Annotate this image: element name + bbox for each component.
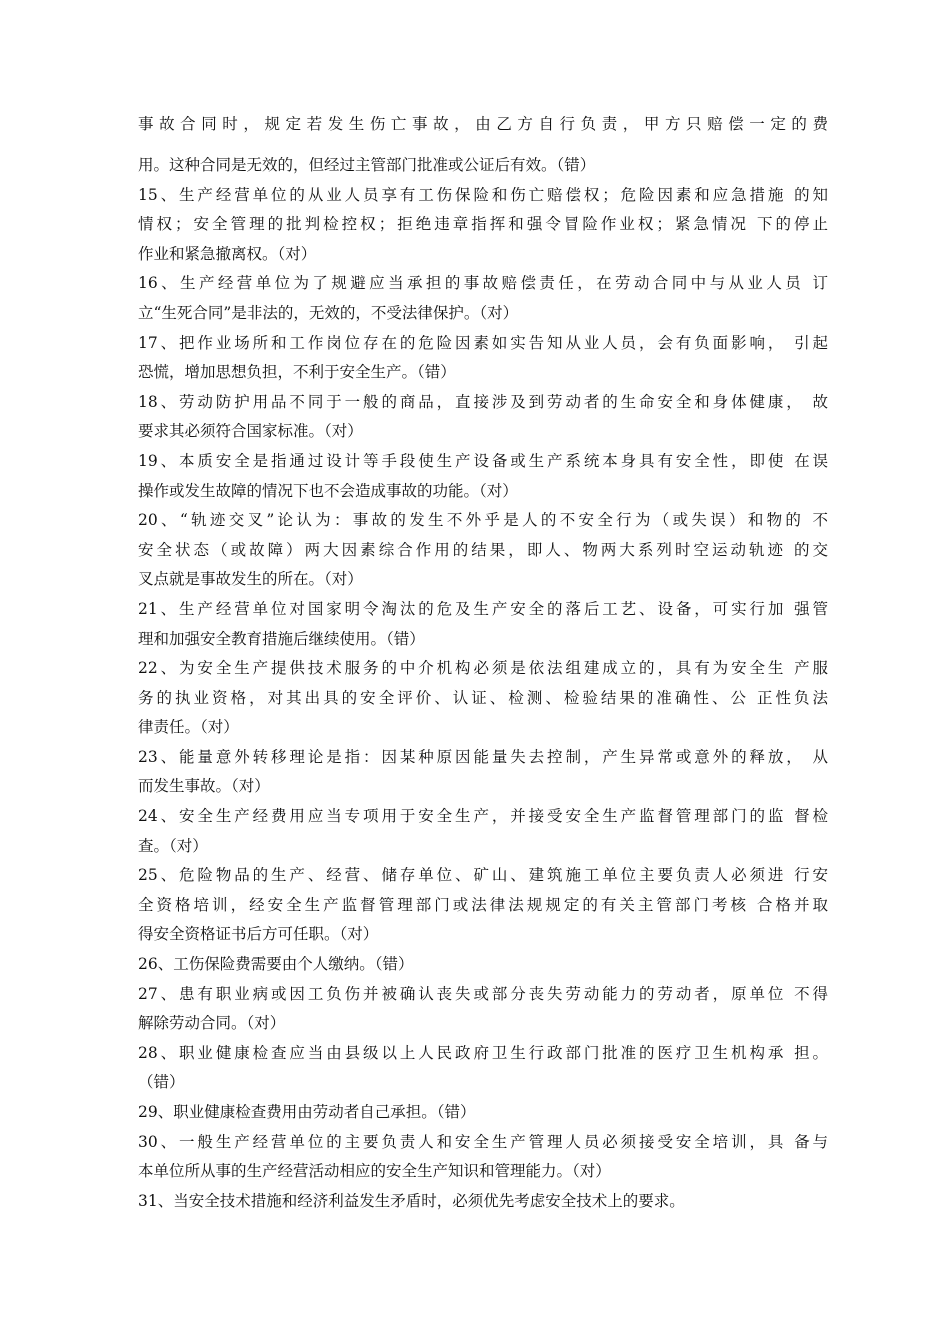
text-line: 18、劳动防护用品不同于一般的商品，直接涉及到劳动者的生命安全和身体健康， 故 xyxy=(138,392,828,411)
text-line: 事故合同时，规定若发生伤亡事故，由乙方自行负责，甲方只赔偿一定的费 xyxy=(138,115,828,133)
text-line: 得安全资格证书后方可任职。（对） xyxy=(138,925,379,944)
text-line: 22、为安全生产提供技术服务的中介机构必须是依法组建成立的，具有为安全生 产服 xyxy=(138,659,828,678)
text-line: 查。（对） xyxy=(138,836,208,855)
text-line: 作业和紧急撤离权。（对） xyxy=(138,244,317,263)
text-line: 务的执业资格，对其出具的安全评价、认证、检测、检验结果的准确性、公 正性负法 xyxy=(138,688,828,707)
text-line: 25、危险物品的生产、经营、储存单位、矿山、建筑施工单位主要负责人必须进 行安 xyxy=(138,866,828,885)
text-line: （错） xyxy=(138,1073,185,1092)
text-line: 操作或发生故障的情况下也不会造成事故的功能。（对） xyxy=(138,481,518,500)
text-line: 叉点就是事故发生的所在。（对） xyxy=(138,570,363,589)
text-line: 17、把作业场所和工作岗位存在的危险因素如实告知从业人员，会有负面影响， 引起 xyxy=(138,333,828,352)
text-line: 31、当安全技术措施和经济利益发生矛盾时，必须优先考虑安全技术上的要求。 xyxy=(138,1191,685,1210)
text-line: 恐慌，增加思想负担，不利于安全生产。（错） xyxy=(138,363,456,382)
text-line: 27、患有职业病或因工负伤并被确认丧失或部分丧失劳动能力的劳动者，原单位 不得 xyxy=(138,984,828,1003)
text-line: 29、职业健康检查费用由劳动者自己承担。（错） xyxy=(138,1103,476,1121)
text-line: 16、生产经营单位为了规避应当承担的事故赔偿责任，在劳动合同中与从业人员 订 xyxy=(138,274,828,293)
text-line: 15、生产经营单位的从业人员享有工伤保险和伤亡赔偿权；危险因素和应急措施 的知 xyxy=(138,185,828,204)
text-line: 用。这种合同是无效的，但经过主管部门批准或公证后有效。（错） xyxy=(138,156,596,174)
text-line: 理和加强安全教育措施后继续使用。（错） xyxy=(138,629,425,648)
text-line: 安全状态（或故障）两大因素综合作用的结果，即人、物两大系列时空运动轨迹 的交 xyxy=(138,540,828,559)
text-line: 26、工伤保险费需要由个人缴纳。（错） xyxy=(138,955,414,974)
text-line: 立“生死合同”是非法的，无效的，不受法律保护。（对） xyxy=(138,303,519,322)
text-line: 律责任。（对） xyxy=(138,718,239,737)
text-line: 要求其必须符合国家标准。（对） xyxy=(138,422,363,441)
text-line: 30、一般生产经营单位的主要负责人和安全生产管理人员必须接受安全培训，具 备与 xyxy=(138,1132,828,1151)
text-line: 21、生产经营单位对国家明令淘汰的危及生产安全的落后工艺、设备，可实行加 强管 xyxy=(138,599,828,618)
text-line: 23、能量意外转移理论是指：因某种原因能量失去控制，产生异常或意外的释放， 从 xyxy=(138,747,828,766)
text-line: 28、职业健康检查应当由县级以上人民政府卫生行政部门批准的医疗卫生机构承 担。 xyxy=(138,1043,828,1062)
text-line: 本单位所从事的生产经营活动相应的安全生产知识和管理能力。（对） xyxy=(138,1162,611,1181)
text-line: 24、安全生产经费用应当专项用于安全生产，并接受安全生产监督管理部门的监 督检 xyxy=(138,807,828,826)
text-line: 19、本质安全是指通过设计等手段使生产设备或生产系统本身具有安全性，即使 在误 xyxy=(138,451,828,470)
text-line: 20、“轨迹交叉”论认为：事故的发生不外乎是人的不安全行为（或失误）和物的 不 xyxy=(138,511,828,530)
text-line: 情权；安全管理的批判检控权；拒绝违章指挥和强令冒险作业权；紧急情况 下的停止 xyxy=(138,215,828,234)
text-line: 而发生事故。（对） xyxy=(138,777,270,796)
document-body xyxy=(138,110,828,1216)
text-line: 全资格培训，经安全生产监督管理部门或法律法规规定的有关主管部门考核 合格并取 xyxy=(138,895,828,914)
text-line: 解除劳动合同。（对） xyxy=(138,1014,286,1033)
